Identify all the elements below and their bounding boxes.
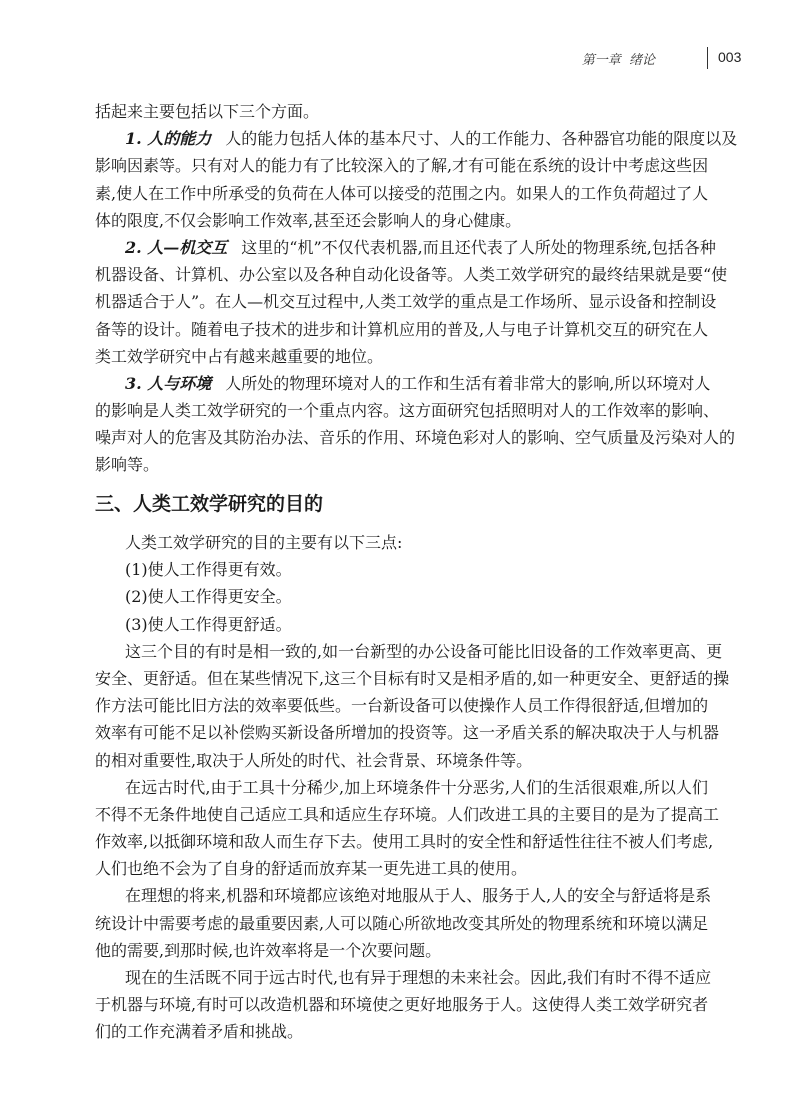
line-text: 机器设备、计算机、办公室以及各种自动化设备等。人类工效学研究的最终结果就是要“使 [95, 265, 728, 285]
line-text: 不得不无条件地使自己适应工具和适应生存环境。人们改进工具的主要目的是为了提高工 [95, 804, 720, 824]
paragraph [95, 125, 738, 234]
text-line [95, 964, 712, 991]
line-text: 人们也绝不会为了自身的舒适而放弃某一更先进工具的使用。 [95, 859, 528, 879]
text-line [95, 397, 720, 424]
running-header [581, 47, 760, 69]
text-line [95, 583, 708, 610]
paragraph [95, 774, 720, 883]
line-text: 安全、更舒适。但在某些情况下,这三个目标有时又是相矛盾的,如一种更安全、更舒适的操 [95, 668, 730, 688]
line-text: 的相对重要性,取决于人所处的时代、社会背景、环境条件等。 [95, 750, 533, 770]
text-line [95, 611, 708, 638]
text-line [95, 692, 708, 719]
line-text: 类工效学研究中占有越来越重要的地位。 [95, 346, 384, 366]
line-text: 作效率,以抵御环境和敌人而生存下去。使用工具时的安全性和舒适性往往不被人们考虑, [95, 832, 714, 852]
text-line [95, 556, 708, 583]
section-heading: 三、人类工效学研究的目的 [95, 493, 324, 515]
text-line [95, 719, 720, 746]
line-text: 现在的生活既不同于远古时代,也有异于理想的未来社会。因此,我们有时不得不适应 [125, 968, 712, 987]
text-line [95, 207, 708, 234]
line-text: 他的需要,到那时候,也许效率将是一个次要问题。 [95, 940, 442, 960]
line-text: (3)使人工作得更舒适。 [125, 614, 292, 634]
line-text: 备等的设计。随着电子技术的进步和计算机应用的普及,人与电子计算机交互的研究在人 [95, 319, 709, 339]
line-text: 人类工效学研究的目的主要有以下三点: [125, 533, 403, 552]
line-text: (1)使人工作得更有效。 [125, 560, 292, 580]
text-line [95, 451, 708, 478]
line-text: 在理想的将来,机器和环境都应该绝对地服从于人、服务于人,人的安全与舒适将是系 [125, 886, 712, 906]
body-section-a [95, 98, 738, 479]
paragraph [95, 964, 712, 1046]
line-text: 影响等。 [95, 455, 160, 475]
line-text: 作方法可能比旧方法的效率要低些。一台新设备可以使操作人员工作得很舒适,但增加的 [95, 696, 709, 716]
line-text: 在远古时代,由于工具十分稀少,加上环境条件十分恶劣,人们的生活很艰难,所以人们 [125, 777, 708, 797]
line-text: 素,使人在工作中所承受的负荷在人体可以接受的范围之内。如果人的工作负荷超过了人 [95, 183, 709, 203]
paragraph-label: 1. 人的能力 [125, 129, 212, 149]
paragraph [95, 529, 708, 556]
text-line [95, 424, 736, 451]
text-line [95, 882, 712, 909]
line-text: (2)使人工作得更安全。 [125, 587, 292, 607]
text-line [95, 152, 708, 179]
text-line [95, 370, 711, 397]
line-text: 于机器与环境,有时可以改造机器和环境使之更好地服务于人。这使得人类工效学研究者 [95, 995, 709, 1015]
text-line [95, 828, 714, 855]
text-line [95, 316, 708, 343]
line-text: 噪声对人的危害及其防治办法、音乐的作用、环境色彩对人的影响、空气质量及污染对人的 [95, 428, 736, 448]
paragraph [95, 611, 708, 638]
text-line [95, 855, 708, 882]
paragraph [95, 234, 728, 370]
paragraph [95, 638, 730, 774]
text-line [95, 910, 708, 937]
line-text: 体的限度,不仅会影响工作效率,甚至还会影响人的身心健康。 [95, 210, 522, 230]
text-line [95, 98, 708, 125]
paragraph [95, 583, 708, 610]
text-line [95, 343, 708, 370]
text-line [95, 180, 708, 207]
page-number: 003 [718, 49, 742, 65]
text-line [95, 1018, 708, 1045]
line-text: 的影响是人类工效学研究的一个重点内容。这方面研究包括照明对人的工作效率的影响、 [95, 401, 720, 421]
line-text: 影响因素等。只有对人的能力有了比较深入的了解,才有可能在系统的设计中考虑这些因 [95, 156, 709, 176]
text-line [95, 529, 708, 556]
line-text: 这里的“机”不仅代表机器,而且还代表了人所处的物理系统,包括各种 [241, 237, 716, 257]
line-text: 机器适合于人”。在人—机交互过程中,人类工效学的重点是工作场所、显示设备和控制设 [95, 292, 717, 312]
chapter-title: 第一章 绪论 [581, 53, 655, 68]
paragraph [95, 556, 708, 583]
paragraph-label: 2. 人—机交互 [125, 237, 228, 257]
text-line [95, 774, 708, 801]
header-divider [707, 47, 708, 69]
line-text: 人所处的物理环境对人的工作和生活有着非常大的影响,所以环境对人 [225, 373, 711, 393]
text-line [95, 801, 720, 828]
paragraph [95, 882, 712, 964]
text-line [95, 665, 730, 692]
text-line [95, 288, 717, 315]
paragraph [95, 98, 708, 125]
text-line [95, 234, 716, 261]
line-text: 效率有可能不足以补偿购买新设备所增加的投资等。这一矛盾关系的解决取决于人与机器 [95, 723, 720, 743]
text-line [95, 261, 728, 288]
paragraph-label: 3. 人与环境 [125, 373, 212, 393]
line-text: 括起来主要包括以下三个方面。 [95, 102, 320, 121]
line-text: 这三个目的有时是相一致的,如一台新型的办公设备可能比旧设备的工作效率更高、更 [125, 641, 723, 661]
paragraph [95, 370, 736, 479]
text-line [95, 638, 723, 665]
text-line [95, 937, 708, 964]
line-text: 人的能力包括人体的基本尺寸、人的工作能力、各种器官功能的限度以及 [225, 129, 738, 149]
line-text: 们的工作充满着矛盾和挑战。 [95, 1022, 304, 1042]
line-text: 统设计中需要考虑的最重要因素,人可以随心所欲地改变其所处的物理系统和环境以满足 [95, 913, 709, 933]
text-line [95, 125, 738, 152]
body-section-b [95, 529, 730, 1046]
text-line [95, 991, 708, 1018]
text-line [95, 747, 708, 774]
